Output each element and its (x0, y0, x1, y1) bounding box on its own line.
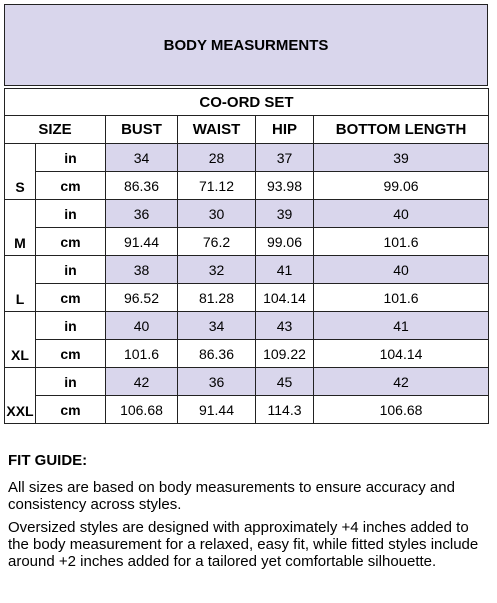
fit-guide-title: FIT GUIDE: (8, 452, 88, 469)
bust-inches: 38 (106, 256, 178, 284)
size-label: S (5, 144, 36, 200)
measurement-table (4, 88, 489, 424)
waist-inches: 34 (178, 312, 256, 340)
waist-centimeters: 86.36 (178, 340, 256, 368)
column-header-row (5, 116, 489, 144)
column-header-bottom-length: BOTTOM LENGTH (314, 116, 489, 144)
fit-guide (8, 452, 492, 576)
table-row (5, 284, 489, 312)
unit-inches: in (36, 200, 106, 228)
column-header-size: SIZE (5, 116, 106, 144)
unit-centimeters: cm (36, 340, 106, 368)
unit-inches: in (36, 312, 106, 340)
unit-centimeters: cm (36, 172, 106, 200)
bottom-length-inches: 39 (314, 144, 489, 172)
size-rows (5, 144, 489, 424)
bust-centimeters: 106.68 (106, 396, 178, 424)
unit-centimeters: cm (36, 284, 106, 312)
bottom-length-centimeters: 101.6 (314, 284, 489, 312)
bust-inches: 40 (106, 312, 178, 340)
table-row (5, 312, 489, 340)
size-label: XXL (5, 368, 36, 424)
hip-inches: 43 (256, 312, 314, 340)
waist-centimeters: 71.12 (178, 172, 256, 200)
table-row (5, 340, 489, 368)
hip-inches: 39 (256, 200, 314, 228)
waist-centimeters: 81.28 (178, 284, 256, 312)
hip-centimeters: 93.98 (256, 172, 314, 200)
hip-inches: 45 (256, 368, 314, 396)
waist-centimeters: 76.2 (178, 228, 256, 256)
bust-inches: 34 (106, 144, 178, 172)
hip-centimeters: 99.06 (256, 228, 314, 256)
table-row (5, 172, 489, 200)
hip-centimeters: 109.22 (256, 340, 314, 368)
size-label: M (5, 200, 36, 256)
hip-centimeters: 114.3 (256, 396, 314, 424)
table-row (5, 144, 489, 172)
table-row (5, 256, 489, 284)
bust-centimeters: 86.36 (106, 172, 178, 200)
column-header-bust: BUST (106, 116, 178, 144)
waist-centimeters: 91.44 (178, 396, 256, 424)
size-label: L (5, 256, 36, 312)
set-title: CO-ORD SET (5, 89, 489, 116)
bust-centimeters: 101.6 (106, 340, 178, 368)
table-row (5, 396, 489, 424)
bust-inches: 42 (106, 368, 178, 396)
fit-guide-paragraph: Oversized styles are designed with approximately +4 inches added to the body measurement for a relaxed, easy fit, while fitted styles include around +2 inches added for a tailored yet comfortable silhouette. (8, 519, 479, 570)
bottom-length-inches: 40 (314, 200, 489, 228)
hip-centimeters: 104.14 (256, 284, 314, 312)
unit-inches: in (36, 144, 106, 172)
bottom-length-centimeters: 99.06 (314, 172, 489, 200)
hip-inches: 37 (256, 144, 314, 172)
waist-inches: 36 (178, 368, 256, 396)
unit-inches: in (36, 368, 106, 396)
column-header-waist: WAIST (178, 116, 256, 144)
unit-centimeters: cm (36, 228, 106, 256)
bottom-length-centimeters: 106.68 (314, 396, 489, 424)
table-row (5, 200, 489, 228)
table-title-row (5, 89, 489, 116)
waist-inches: 32 (178, 256, 256, 284)
table-row (5, 228, 489, 256)
bottom-length-inches: 40 (314, 256, 489, 284)
size-label: XL (5, 312, 36, 368)
fit-guide-paragraph: All sizes are based on body measurements to ensure accuracy and consistency across styles. (8, 479, 455, 513)
bottom-length-centimeters: 101.6 (314, 228, 489, 256)
bust-centimeters: 91.44 (106, 228, 178, 256)
unit-inches: in (36, 256, 106, 284)
bottom-length-inches: 42 (314, 368, 489, 396)
bottom-length-inches: 41 (314, 312, 489, 340)
waist-inches: 30 (178, 200, 256, 228)
page-title: BODY MEASURMENTS (4, 4, 488, 86)
bust-inches: 36 (106, 200, 178, 228)
bust-centimeters: 96.52 (106, 284, 178, 312)
waist-inches: 28 (178, 144, 256, 172)
column-header-hip: HIP (256, 116, 314, 144)
unit-centimeters: cm (36, 396, 106, 424)
bottom-length-centimeters: 104.14 (314, 340, 489, 368)
hip-inches: 41 (256, 256, 314, 284)
table-row (5, 368, 489, 396)
